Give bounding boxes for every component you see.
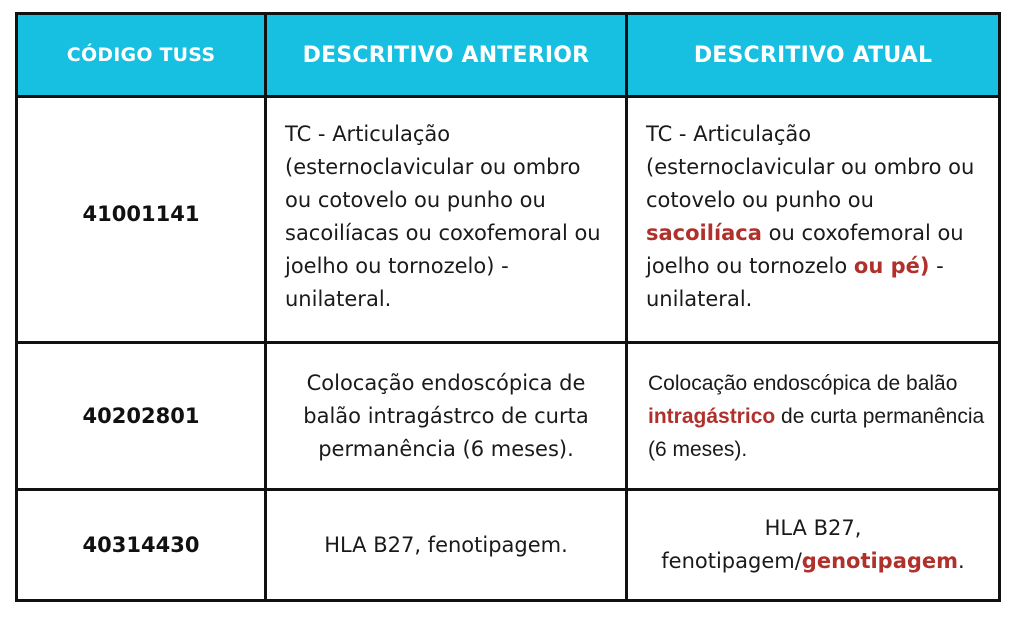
previous-description: HLA B27, fenotipagem.: [266, 490, 627, 601]
current-description: [627, 490, 1000, 601]
description-text: .: [958, 549, 965, 573]
description-text: TC - Articulação (esternoclavicular ou ombro ou cotovelo ou punho ou: [646, 122, 975, 212]
current-description: [627, 343, 1000, 490]
header-codigo-tuss: CÓDIGO TUSS: [17, 14, 266, 97]
changed-text-highlight: genotipagem: [801, 549, 959, 573]
header-descritivo-atual: DESCRITIVO ATUAL: [627, 14, 1000, 97]
table-row: [17, 97, 1000, 343]
table-row: [17, 490, 1000, 601]
tuss-code: 40202801: [17, 343, 266, 490]
tuss-comparison-table: [15, 12, 1001, 602]
tuss-code: 40314430: [17, 490, 266, 601]
tuss-code: 41001141: [17, 97, 266, 343]
previous-description: TC - Articulação (esternoclavicular ou ombro ou cotovelo ou punho ou sacoilíacas ou coxofemoral ou joelho ou tornozelo) - unilateral.: [266, 97, 627, 343]
header-descritivo-anterior: DESCRITIVO ANTERIOR: [266, 14, 627, 97]
changed-text-highlight: sacoilíaca: [646, 221, 762, 245]
changed-text-highlight: intragástrico: [648, 404, 776, 428]
description-text: - unilateral.: [646, 254, 944, 311]
description-text: ou coxofemoral ou joelho ou tornozelo: [646, 221, 964, 278]
current-description: [627, 97, 1000, 343]
previous-description: Colocação endoscópica de balão intragástrco de curta permanência (6 meses).: [266, 343, 627, 490]
description-text: de curta permanência (6 meses).: [648, 404, 985, 461]
description-text: HLA B27, fenotipagem/: [661, 516, 862, 573]
description-text: Colocação endoscópica de balão: [648, 371, 958, 395]
table-row: [17, 343, 1000, 490]
header-row: [17, 14, 1000, 97]
changed-text-highlight: ou pé): [853, 254, 930, 278]
